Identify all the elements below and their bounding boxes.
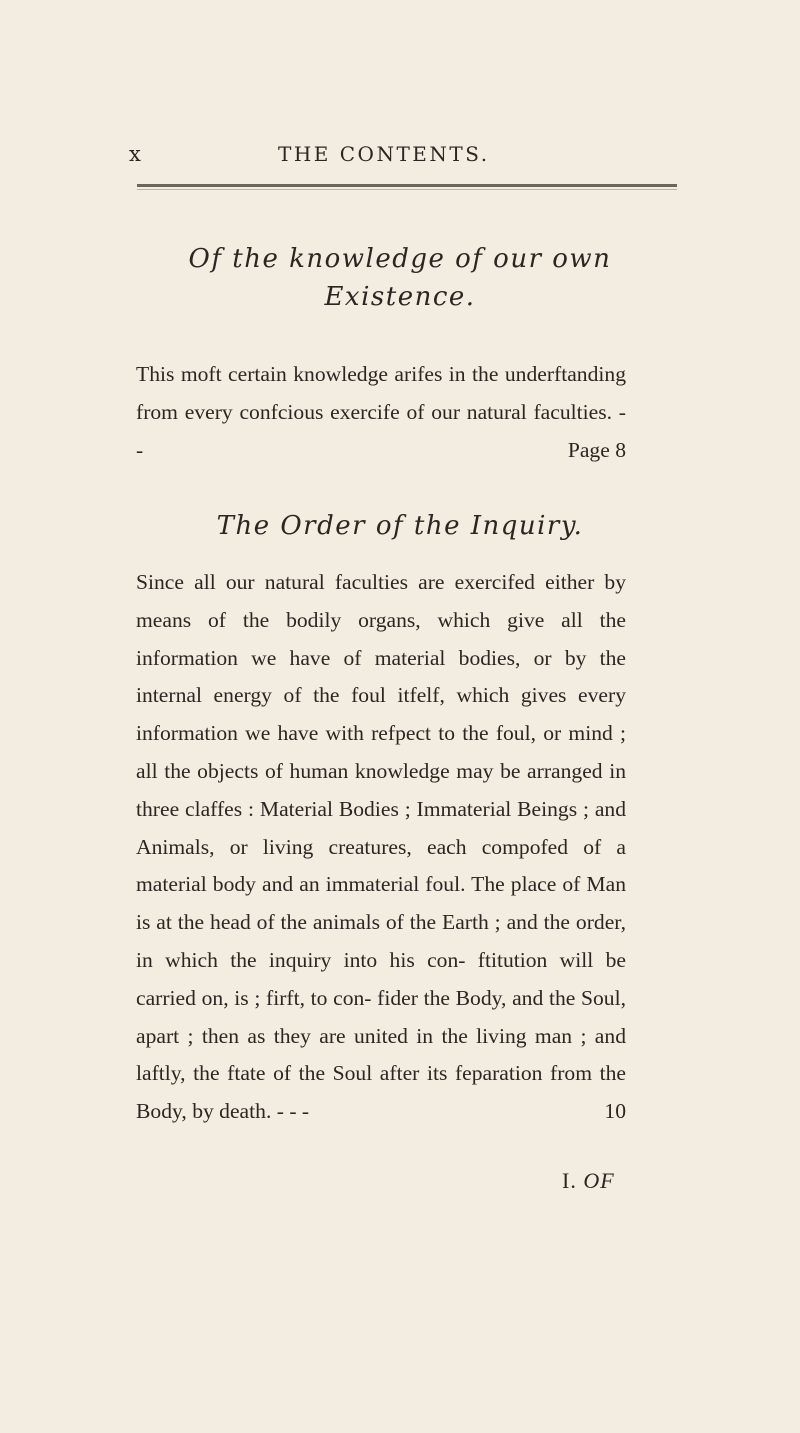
section-heading-order bbox=[0, 511, 800, 541]
heading-line-2: Existence. bbox=[324, 282, 476, 312]
header-rule bbox=[137, 184, 677, 187]
section-2-summary bbox=[136, 564, 626, 1131]
section-1-summary bbox=[136, 356, 626, 469]
catchword-word: OF bbox=[583, 1168, 615, 1193]
running-head bbox=[0, 142, 800, 172]
running-title: THE CONTENTS. bbox=[278, 142, 490, 166]
catchword bbox=[562, 1168, 615, 1194]
folio-number: x bbox=[129, 142, 142, 166]
heading-order-text: The Order of the Inquiry. bbox=[216, 511, 584, 541]
catchword-number: I. bbox=[562, 1168, 577, 1193]
section-heading-existence bbox=[0, 282, 800, 312]
section-1-page-ref: Page 8 bbox=[567, 437, 626, 462]
section-1-text: This moft certain knowledge arifes in the underftanding from every confcious exercife of our natural faculties. - - bbox=[136, 362, 626, 462]
section-2-page-ref: 10 bbox=[604, 1099, 626, 1124]
section-heading-knowledge bbox=[0, 244, 800, 274]
header-rule-thin bbox=[137, 189, 677, 190]
section-2-text: Since all our natural faculties are exercifed either by means of the bodily organs, which give all the information we have of material bodies, or by the internal energy of the foul itfelf, which gives every information we have with refpect to the foul, or mind ; all the objects of human knowledge may be arranged in three claffes : Material Bodies ; Immaterial Beings ; and Animals, or living creatures, each compofed of a material body and an immaterial foul. The place of Man is at the head of the animals of the Earth ; and the order, in which the inquiry into his con- ftitution will be carried on, is ; firft, to con- fider the Body, and the Soul, apart ; then as they are united in the living man ; and laftly, the ftate of the Soul after its feparation from the Body, by death. - - - bbox=[136, 570, 626, 1124]
heading-line-1: Of the knowledge of our own bbox=[188, 244, 612, 274]
